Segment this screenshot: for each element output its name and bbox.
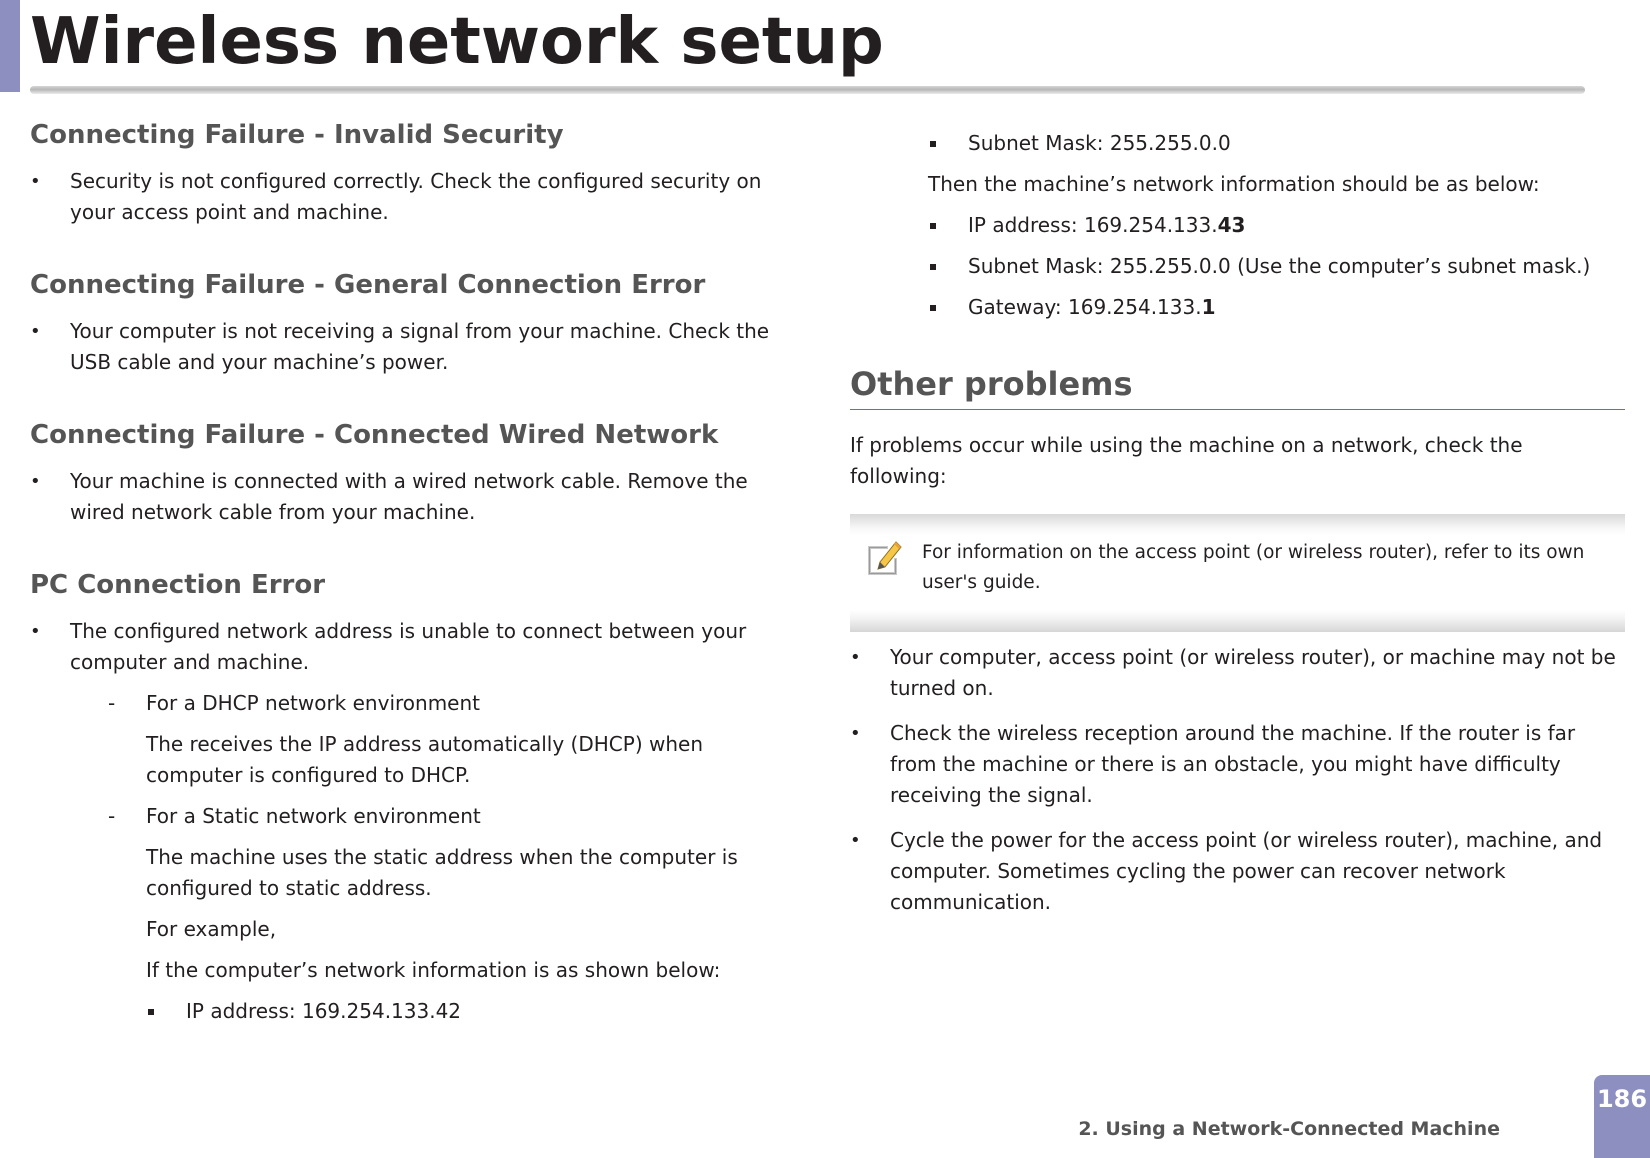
shown-below-text: If the computer’s network information is as shown below: [146, 958, 721, 982]
list-item: - For a DHCP network environment [108, 688, 800, 719]
dash-list [108, 688, 800, 719]
gateway-bold: 1 [1201, 295, 1216, 319]
list-item [928, 210, 1625, 241]
title-rule [30, 86, 1585, 94]
note-text: For information on the access point (or wireless router), refer to its own user's guide. [922, 542, 1585, 593]
bullet-list [30, 166, 800, 228]
list-item: • Your computer is not receiving a signal from your machine. Check the USB cable and your machine’s power. [30, 316, 800, 378]
intro-text: If problems occur while using the machine on a network, check the following: [850, 433, 1523, 488]
dash-list [108, 801, 800, 832]
network-info [850, 128, 1625, 323]
bullet-list [30, 466, 800, 528]
section-title-general-error: Connecting Failure - General Connection Error [30, 270, 706, 300]
ip-bold: 43 [1217, 213, 1246, 237]
pc-sub-content [30, 688, 800, 1027]
list-item: IP address: 169.254.133.42 [146, 996, 800, 1027]
square-bullet-list [928, 128, 1625, 159]
square-bullet-list [108, 996, 800, 1027]
static-text: The machine uses the static address when the computer is configured to static address. [146, 845, 738, 900]
ip-prefix: IP address: 169.254.133. [968, 213, 1218, 237]
list-item: • Check the wireless reception around the machine. If the router is far from the machine or there is an obstacle, you might have difficulty receiving the signal. [850, 718, 1625, 811]
page-number: 186 [1594, 1075, 1650, 1158]
list-item: • Your computer, access point (or wireless router), or machine may not be turned on. [850, 642, 1625, 704]
then-text: Then the machine’s network information should be as below: [928, 172, 1540, 196]
bullet-list [30, 316, 800, 378]
section-title-wired-network: Connecting Failure - Connected Wired Network [30, 420, 719, 450]
example-text: For example, [146, 917, 277, 941]
square-bullet-list [928, 210, 1625, 323]
list-item: • Security is not configured correctly. Check the configured security on your access point and machine. [30, 166, 800, 228]
section-title-invalid-security: Connecting Failure - Invalid Security [30, 120, 564, 150]
list-item [928, 292, 1625, 323]
dhcp-text: The receives the IP address automatically (DHCP) when computer is configured to DHCP. [146, 732, 703, 787]
bullet-list [850, 642, 1625, 918]
bullet-list [30, 616, 800, 678]
left-column [30, 118, 800, 1027]
footer-chapter: 2. Using a Network-Connected Machine [1078, 1118, 1500, 1140]
list-item: • The configured network address is unable to connect between your computer and machine. [30, 616, 800, 678]
list-item: Subnet Mask: 255.255.0.0 [928, 128, 1625, 159]
list-item: - For a Static network environment [108, 801, 800, 832]
note-box [850, 514, 1625, 632]
note-pencil-icon [864, 538, 904, 578]
gateway-prefix: Gateway: 169.254.133. [968, 295, 1202, 319]
list-item: Subnet Mask: 255.255.0.0 (Use the computer’s subnet mask.) [928, 251, 1625, 282]
header-accent-bar [0, 0, 20, 92]
list-item: • Your machine is connected with a wired network cable. Remove the wired network cable from your machine. [30, 466, 800, 528]
right-column [850, 128, 1625, 918]
section-title-pc-connection: PC Connection Error [30, 570, 326, 600]
section-title-other-problems: Other problems [850, 363, 1625, 410]
list-item: • Cycle the power for the access point (or wireless router), machine, and computer. Sometimes cycling the power can recover network communication. [850, 825, 1625, 918]
page-title: Wireless network setup [30, 5, 884, 79]
